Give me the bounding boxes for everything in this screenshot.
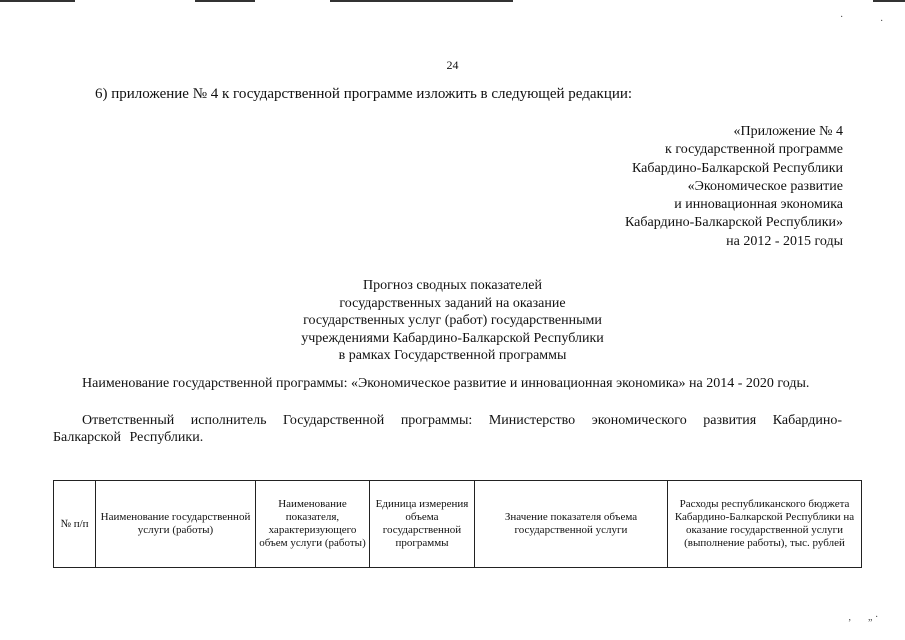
scan-artifact-line: [0, 0, 75, 2]
scan-artifact-dot: ·: [880, 16, 884, 27]
program-name-paragraph: Наименование государственной программы: «Экономическое развитие и инновационная экономика» на 2014 - 2020 годы.: [82, 376, 810, 391]
header-cell-budget-expenses: Расходы республиканского бюджета Кабардино-Балкарской Республики на оказание государственной услуги (выполнение работы), тыс. рублей: [668, 481, 862, 568]
page-number: 24: [446, 58, 459, 72]
appendix-line: «Приложение № 4: [733, 124, 843, 139]
forecast-title-line: учреждениями Кабардино-Балкарской Республики: [301, 330, 604, 346]
scan-artifact-line: [873, 0, 905, 2]
forecast-title: [0, 277, 905, 365]
forecast-title-line: государственных услуг (работ) государственными: [303, 313, 602, 328]
forecast-title-line: государственных заданий на оказание: [339, 295, 566, 311]
header-cell-indicator-name: Наименование показателя, характеризующего объем услуги (работы): [256, 481, 370, 568]
scan-artifact-line: [195, 0, 255, 2]
header-cell-number: № п/п: [54, 481, 96, 568]
services-forecast-table: [53, 480, 862, 568]
appendix-heading: [625, 123, 843, 251]
scan-artifact-dot: ·: [840, 12, 844, 23]
scan-artifact-line: [330, 0, 513, 2]
appendix-line: «Экономическое развитие: [687, 178, 843, 194]
appendix-line: Кабардино-Балкарской Республики: [632, 160, 843, 176]
table-header-row: [54, 481, 862, 568]
intro-paragraph: 6) приложение № 4 к государственной программе изложить в следующей редакции:: [95, 86, 633, 102]
forecast-title-line: Прогноз сводных показателей: [363, 278, 542, 293]
appendix-line: Кабардино-Балкарской Республики»: [625, 215, 843, 231]
responsible-executor-text: Ответственный исполнитель Государственной программы: Министерство экономического развития Кабардино-Балкарской Республики.: [53, 413, 842, 445]
appendix-line: к государственной программе: [665, 142, 843, 158]
responsible-executor-paragraph: [53, 412, 842, 446]
appendix-line: и инновационная экономика: [674, 197, 843, 213]
header-cell-indicator-value: Значение показателя объема государственной услуги: [475, 481, 668, 568]
header-cell-unit: Единица измерения объема государственной программы: [370, 481, 475, 568]
forecast-title-line: в рамках Государственной программы: [338, 348, 567, 363]
scan-artifact-dot: ‚: [848, 612, 852, 623]
header-cell-service-name: Наименование государственной услуги (работы): [96, 481, 256, 568]
scan-artifact-dot: „ ·: [868, 612, 879, 623]
appendix-line: на 2012 - 2015 годы: [726, 233, 843, 249]
